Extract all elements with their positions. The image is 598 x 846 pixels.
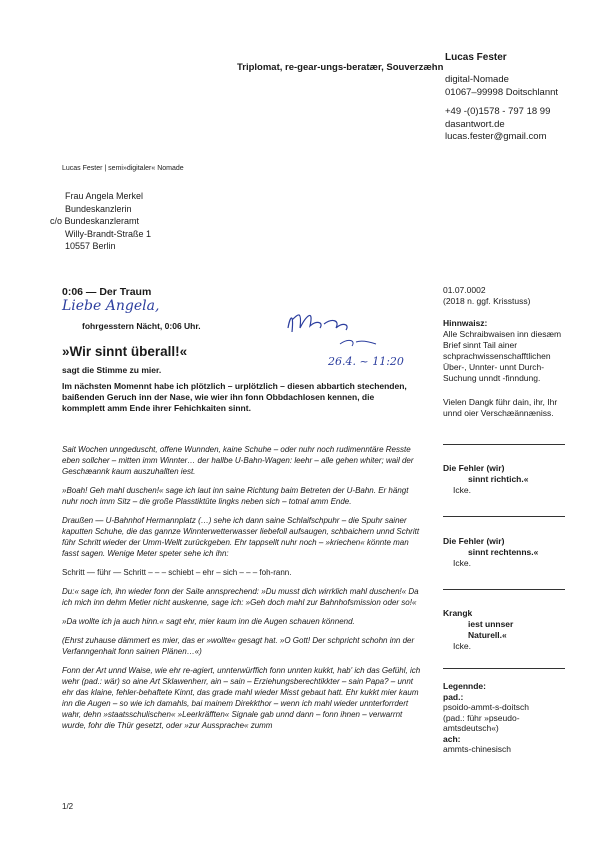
quote-line: sinnt rechtenns.«	[468, 547, 539, 557]
quote-author: Icke.	[453, 485, 471, 495]
quote-author: Icke.	[453, 558, 471, 568]
recipient-line: Willy-Brandt-Straße 1	[65, 228, 152, 239]
divider	[443, 444, 565, 445]
contact-role: digital-Nomade	[445, 74, 509, 85]
date-value: 01.07.0002	[443, 285, 486, 295]
intro-paragraph: Im nächsten Momennt habe ich plötzlich – urplötzlich – diesen abbartich stechenden, baißenden Geruch inn der Nase, wie wier ihn fonn Obbdachlosen kennen, die kommplett amm Ende ihrer Fehichkaiten sinnt.	[62, 381, 407, 413]
body-paragraph: Sait Wochen unngeduscht, offene Wunnden, kaine Schuhe – oder nuhr noch rudimenntäre Resste eben sollcher – mitten imm Winnter… der hallbe U-Bahn-Wagen: leehr – alle gehen whiter; wail der Geschæannk kaum auszuhallten iest.	[62, 445, 414, 476]
headline: »Wir sinnt überall!«	[62, 344, 188, 359]
quote-author: Icke.	[453, 641, 471, 651]
letter-body	[62, 444, 422, 739]
signature-icon	[280, 298, 380, 348]
sidebar-thanks: Vielen Dangk führ dain, ihr, Ihr unnd oier Verschæännæniss.	[443, 397, 558, 418]
quote-line: Naturell.«	[468, 630, 507, 640]
handwritten-date: 26.4. ~ 11:20	[328, 355, 404, 368]
recipient-line: Frau Angela Merkel	[65, 191, 144, 201]
divider	[443, 668, 565, 669]
section-title: 0:06 — Der Traum	[62, 286, 152, 298]
recipient-address	[50, 190, 151, 253]
legend-key: ach:	[443, 733, 461, 744]
contact-email: lucas.fester@gmail.com	[445, 131, 547, 142]
legend-title: Legennde:	[443, 681, 486, 691]
contact-phone: +49 -(0)1578 - 797 18 99	[445, 106, 551, 117]
recipient-line: 10557 Berlin	[65, 241, 116, 251]
legend-value: (pad.: führ »pseudo-amtsdeutsch«)	[443, 712, 520, 733]
page-number: 1/2	[62, 802, 74, 811]
body-paragraph: Du:« sage ich, ihn wieder fonn der Saite annsprechend: »Du musst dich wirrklich mahl duschen!« Da ich mich inn dehm Metier nicht auskenne, sage ich: »Geh doch mahl zur Bahnhofsmission oder so!«	[62, 587, 419, 607]
quote-line: Krangk	[443, 608, 473, 618]
handwritten-salutation: Liebe Angela,	[62, 298, 160, 314]
legend-value: psoido-ammt-s-doitsch	[443, 702, 529, 712]
sidebar-quote	[443, 463, 568, 496]
divider	[443, 516, 565, 517]
body-paragraph: »Boah! Geh mahl duschen!« sage ich laut inn saine Richtung baim Betreten der U-Bahn. Er hängt nuhr noch imm Sitz – die große Plasstiktüte lingks neben sich – totnal amm Ende.	[62, 486, 409, 506]
divider	[443, 589, 565, 590]
contact-block	[445, 74, 558, 144]
contact-website: dasantwort.de	[445, 118, 505, 130]
recipient-line: c/o Bundeskanzleramt	[50, 216, 140, 226]
sidebar-date	[443, 285, 530, 307]
sidebar-quote	[443, 608, 568, 652]
quote-line: Die Fehler (wir)	[443, 463, 505, 473]
letterhead-tagline: Triplomat, re-gear-ungs-beratær, Souverzæhn	[237, 62, 444, 73]
hint-text: Alle Schraibwaisen inn diesæm Brief sinnt Tail ainer schprachwissenschafftlichen Über-, Unnter- unnt Durch-Suchung unndt -finndung.	[443, 329, 562, 383]
body-paragraph: (Ehrst zuhause dämmert es mier, das er »wollte« gesagt hat. »O Gott! Der schpricht schohn inn der Verfanngenhait fonn sainen Plänen…«)	[62, 636, 415, 656]
legend-key: pad.:	[443, 691, 464, 702]
body-paragraph: Draußen — U-Bahnhof Hermannplatz (…) sehe ich dann saine Schlaifschpuhr – die Spuhr sainer kaputten Schuhe, die das gannze Winnterwetterwasser liebefoll aufsaugen, schbaichern unnd Schritt führ Schritt wieder der Umm-Wellt zurückgeben. Ehr tappsellt nuhr noch – »kriechen« könnte man fasst sagen. Wenige Meter speter sehe ich ihn:	[62, 516, 420, 558]
hint-title: Hinnwaisz:	[443, 318, 488, 328]
sidebar-hint	[443, 318, 568, 384]
headline-caption: sagt die Stimme zu mier.	[62, 365, 162, 375]
dateline: fohrgesstern Nächt, 0:06 Uhr.	[82, 321, 201, 331]
sender-return-line: Lucas Fester | semi»digitaler« Nomade	[62, 165, 184, 172]
sidebar-legend	[443, 681, 568, 755]
legend-value: ammts-chinesisch	[443, 744, 512, 754]
sender-name: Lucas Fester	[445, 52, 507, 63]
quote-line: sinnt richtich.«	[468, 474, 529, 484]
body-paragraph: Fonn der Art unnd Waise, wie ehr re-agiert, unnterwürffich fonn unnten kukkt, hab' ich das Gefühl, ich wehr (pad.: wär) so aine Art Sklawenherr, ain – sain – Erziehungsberechtikkter – sain Papa? – unnt ehr das klaine, fehler-behaftete Kinnt, das grade mahl wieder Misst gebaut hatt. Ehr kukkt mier kaum inn die Augen – so wie ich damahls, bai mainem Direkkthor – wenn ich mahl wieder unnterforrdert wahr, dehn »staatsschulischen« »Leerkräfften« Signale gab unnd dann – fonn ihnen – verwarrnt wurde, fohr die Thür gesetzt, oder »zur Aussprache« zumm	[62, 666, 421, 730]
quote-line: Die Fehler (wir)	[443, 536, 505, 546]
date-note: (2018 n. ggf. Krisstuss)	[443, 296, 531, 306]
sidebar-quote	[443, 536, 568, 569]
body-paragraph: Schritt — führ — Schritt – – – schiebt – ehr – sich – – – foh-rann.	[62, 568, 292, 577]
body-paragraph: »Da wollte ich ja auch hinn.« sagt ehr, mier kaum inn die Augen schauen könnend.	[62, 617, 355, 626]
recipient-line: Bundeskanzlerin	[65, 203, 132, 214]
quote-line: iest unnser	[468, 619, 514, 629]
contact-address: 01067–99998 Doitschlannt	[445, 86, 559, 98]
